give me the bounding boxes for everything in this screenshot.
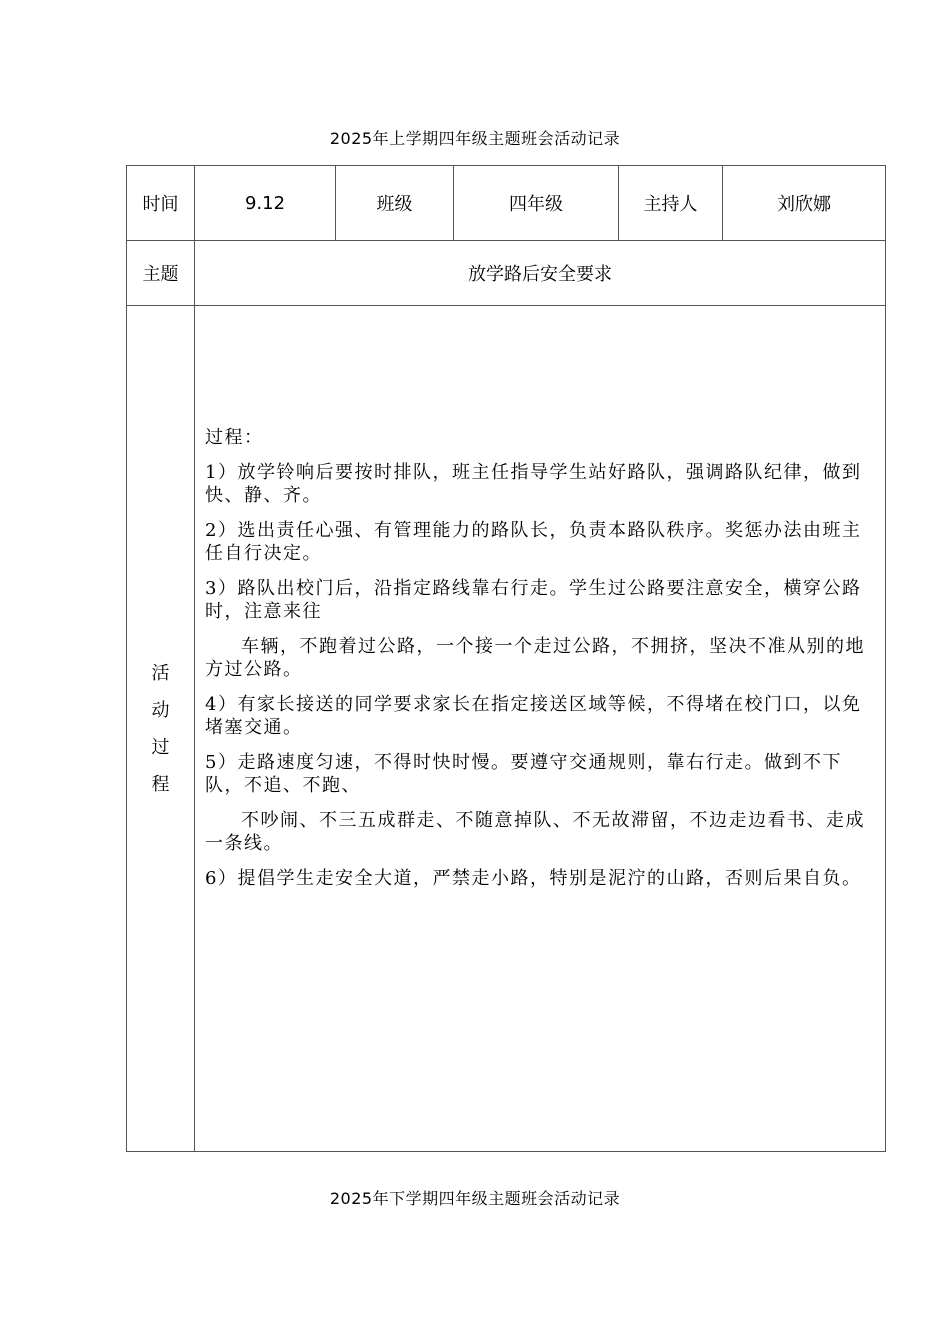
process-item: 1）放学铃响后要按时排队，班主任指导学生站好路队，强调路队纪律，做到快、静、齐。 xyxy=(205,462,862,506)
process-item: 6）提倡学生走安全大道，严禁走小路，特别是泥泞的山路，否则后果自负。 xyxy=(205,868,862,889)
record-table xyxy=(126,165,886,1152)
activity-content xyxy=(195,306,886,1152)
activity-label xyxy=(127,306,195,1152)
class-value: 四年级 xyxy=(454,166,619,241)
process-heading: 过程： xyxy=(205,427,264,448)
process-item-continued: 不吵闹、不三五成群走、不随意掉队、不无故滞留，不边走边看书、走成一条线。 xyxy=(205,810,865,854)
topic-label: 主题 xyxy=(127,241,195,306)
activity-label-char: 活 xyxy=(151,662,170,684)
topic-row xyxy=(127,241,886,306)
topic-value: 放学路后安全要求 xyxy=(195,241,886,306)
activity-label-char: 程 xyxy=(151,773,170,795)
host-value: 刘欣娜 xyxy=(723,166,886,241)
process-item: 4）有家长接送的同学要求家长在指定接送区域等候，不得堵在校门口，以免堵塞交通。 xyxy=(205,694,862,738)
process-item: 5）走路速度匀速，不得时快时慢。要遵守交通规则，靠右行走。做到不下队，不追、不跑、 xyxy=(205,752,842,796)
host-label: 主持人 xyxy=(619,166,723,241)
activity-label-char: 动 xyxy=(151,699,170,721)
process-item-continued: 车辆，不跑着过公路，一个接一个走过公路，不拥挤，坚决不准从别的地方过公路。 xyxy=(205,636,865,680)
class-label: 班级 xyxy=(336,166,454,241)
activity-label-char: 过 xyxy=(151,736,170,758)
header-row xyxy=(127,166,886,241)
time-value: 9.12 xyxy=(195,166,336,241)
activity-row xyxy=(127,306,886,1152)
record-title-first: 2025年上学期四年级主题班会活动记录 xyxy=(329,129,621,148)
process-item: 3）路队出校门后，沿指定路线靠右行走。学生过公路要注意安全，横穿公路时，注意来往 xyxy=(205,578,862,622)
record-title-second: 2025年下学期四年级主题班会活动记录 xyxy=(329,1189,621,1208)
process-item: 2）选出责任心强、有管理能力的路队长，负责本路队秩序。奖惩办法由班主任自行决定。 xyxy=(205,520,862,564)
time-label: 时间 xyxy=(127,166,195,241)
